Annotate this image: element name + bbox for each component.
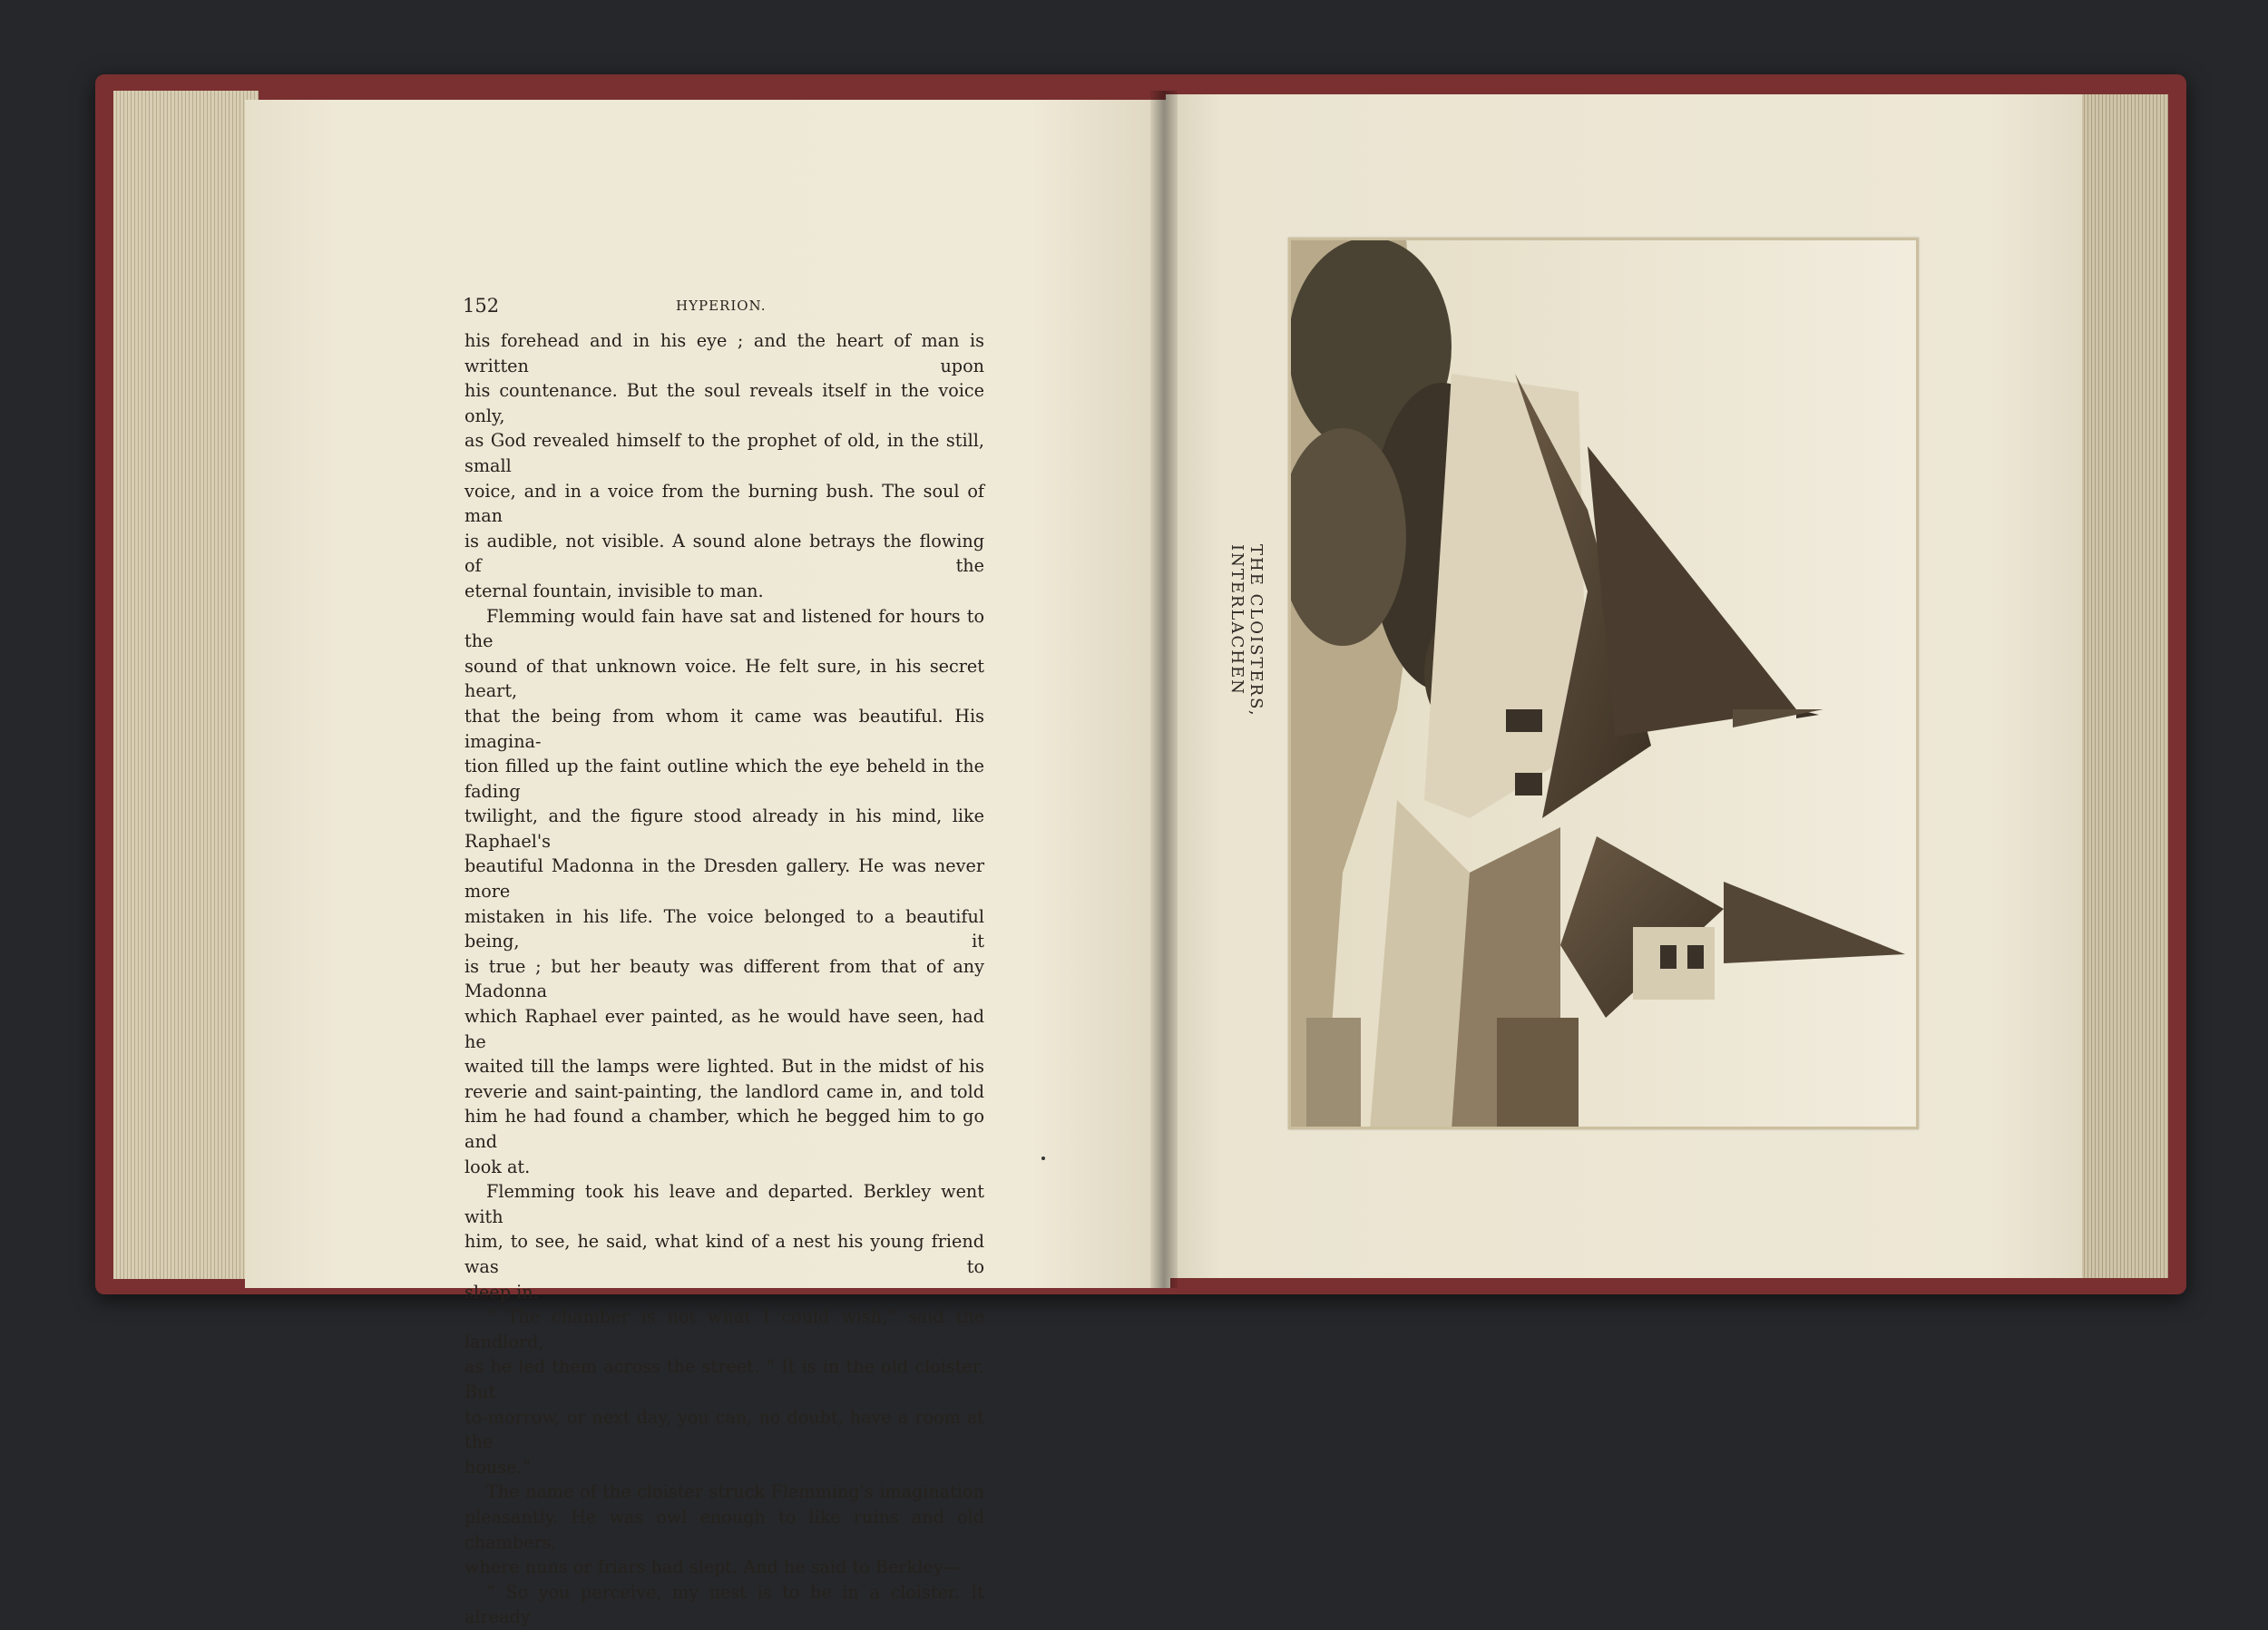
text-line: his countenance. But the soul reveals itself in the voice only, — [464, 380, 984, 426]
right-page-edges — [2077, 94, 2168, 1278]
page-speck — [1041, 1157, 1045, 1160]
photograph-cloisters — [1288, 238, 1919, 1129]
text-line: twilight, and the figure stood already in his mind, like Raphael's — [464, 805, 984, 852]
text-line: pleasantly. He was owl enough to like ruins and old chambers, — [464, 1506, 984, 1553]
text-line: where nuns or friars had slept. And he said to Berkley— — [464, 1557, 961, 1578]
text-line: which Raphael ever painted, as he would have seen, had he — [464, 1006, 984, 1052]
text-line: Flemming took his leave and departed. Berkley went with — [464, 1181, 984, 1227]
left-page-edges — [113, 91, 259, 1279]
body-text — [464, 328, 984, 1630]
running-title: HYPERION. — [676, 298, 767, 314]
text-line: waited till the lamps were lighted. But in the midst of his — [464, 1056, 984, 1078]
text-line: him he had found a chamber, which he begged him to go and — [464, 1106, 984, 1152]
text-line: sleep in. — [464, 1281, 539, 1303]
text-line: beautiful Madonna in the Dresden gallery. He was never more — [464, 855, 984, 903]
book-gutter — [1150, 91, 1178, 1288]
text-line: tion filled up the faint outline which the eye beheld in the fading — [464, 756, 984, 802]
text-line: him, to see, he said, what kind of a nest his young friend was to — [464, 1231, 984, 1277]
text-line: sound of that unknown voice. He felt sure, in his secret heart, — [464, 655, 984, 702]
text-line: is audible, not visible. A sound alone betrays the flowing of the — [464, 530, 984, 577]
photo-caption: THE CLOISTERS, INTERLACHEN — [1227, 544, 1266, 717]
text-line: The name of the cloister struck Flemming's imagination — [486, 1481, 984, 1503]
text-line: that the being from whom it came was beautiful. His imagina- — [464, 705, 984, 752]
text-line: as he led them across the street. “ It is in the old cloister. But — [464, 1356, 984, 1402]
text-line: as God revealed himself to the prophet of old, in the still, small — [464, 430, 984, 476]
text-line: mistaken in his life. The voice belonged to a beautiful being, it — [464, 905, 984, 952]
text-line: “ The chamber is not what I could wish,” said the landlord, — [464, 1306, 984, 1352]
text-line: look at. — [464, 1156, 531, 1177]
photograph-image — [1288, 238, 1919, 1129]
text-line: is true ; but her beauty was different from that of any Madonna — [464, 955, 984, 1002]
page-number: 152 — [463, 295, 500, 317]
text-line: “ So you perceive, my nest is to be in a cloister. It already — [464, 1581, 984, 1628]
text-line: voice, and in a voice from the burning bush. The soul of man — [464, 480, 984, 527]
text-line: Flemming would fain have sat and listened for hours to the — [464, 605, 984, 652]
text-line: house.” — [464, 1456, 532, 1478]
running-head — [463, 295, 984, 322]
text-line: reverie and saint-painting, the landlord came in, and told — [464, 1080, 984, 1102]
text-line: to-morrow, or next day, you can, no doubt, have a room at the — [464, 1406, 984, 1453]
text-line: his forehead and in his eye ; and the heart of man is written upon — [464, 330, 984, 376]
text-line: eternal fountain, invisible to man. — [464, 580, 764, 601]
